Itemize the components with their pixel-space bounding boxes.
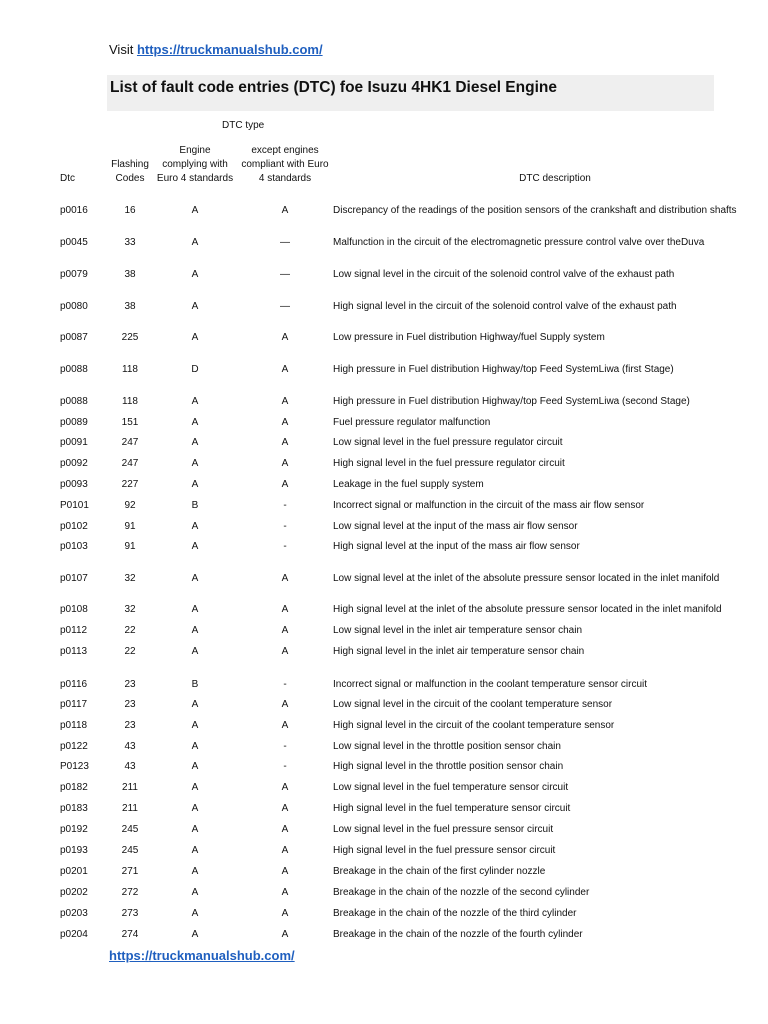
euro4-type: A [191, 625, 199, 636]
dtc-code: p0103 [60, 541, 88, 552]
except-euro4-type: A [281, 573, 289, 584]
dtc-description: Low signal level in the fuel pressure regulator circuit [333, 437, 563, 448]
flashing-code: 91 [124, 541, 136, 552]
except-euro4-type: A [281, 908, 289, 919]
dtc-description: Low signal level at the input of the mass air flow sensor [333, 521, 578, 532]
except-euro4-type: A [281, 929, 289, 940]
euro4-type: A [191, 573, 199, 584]
flashing-code: 227 [121, 479, 139, 490]
dtc-code: p0079 [60, 269, 88, 280]
visit-line [109, 42, 323, 57]
except-euro4-type: A [281, 824, 289, 835]
except-euro4-type: A [281, 782, 289, 793]
euro4-type: A [191, 761, 199, 772]
dtc-description: Low signal level in the fuel pressure sensor circuit [333, 824, 554, 835]
flashing-code: 118 [122, 364, 138, 375]
col-header-description: DTC description [519, 173, 591, 184]
flashing-code: 22 [124, 646, 136, 657]
euro4-type: A [191, 521, 199, 532]
except-euro4-type: - [283, 761, 287, 772]
flashing-code: 271 [121, 866, 139, 877]
dtc-description: Incorrect signal or malfunction in the coolant temperature sensor circuit [333, 679, 648, 690]
euro4-type: A [191, 887, 199, 898]
table-row [0, 541, 768, 557]
euro4-type: A [191, 646, 199, 657]
dtc-description: High signal level in the circuit of the solenoid control valve of the exhaust path [333, 301, 677, 312]
dtc-description: Breakage in the chain of the nozzle of the second cylinder [333, 887, 590, 898]
flashing-code: 225 [121, 332, 139, 343]
dtc-description: Leakage in the fuel supply system [333, 479, 484, 490]
euro4-type: A [191, 699, 199, 710]
col-header-euro4: Engine complying with Euro 4 standards [156, 145, 234, 184]
table-row [0, 205, 768, 221]
table-row [0, 364, 768, 380]
flashing-code: 23 [124, 699, 136, 710]
except-euro4-type: A [281, 205, 289, 216]
except-euro4-type: A [281, 887, 289, 898]
dtc-description: Low signal level in the inlet air temperature sensor chain [333, 625, 583, 636]
table-row [0, 437, 768, 453]
flashing-code: 211 [122, 803, 138, 814]
dtc-code: p0117 [60, 699, 88, 710]
table-row [0, 458, 768, 474]
except-euro4-type: A [281, 479, 289, 490]
title-band [107, 75, 714, 111]
visit-label: Visit [109, 42, 134, 57]
euro4-type: A [191, 782, 199, 793]
table-row [0, 699, 768, 715]
dtc-code: p0102 [60, 521, 88, 532]
flashing-code: 118 [122, 396, 138, 407]
dtc-type-header: DTC type [222, 120, 265, 131]
flashing-code: 32 [124, 573, 136, 584]
dtc-code: p0204 [60, 929, 88, 940]
footer-link[interactable]: https://truckmanualshub.com/ [109, 948, 295, 963]
euro4-type: B [191, 500, 199, 511]
flashing-code: 245 [121, 824, 139, 835]
euro4-type: A [191, 541, 199, 552]
dtc-description: Low pressure in Fuel distribution Highway/fuel Supply system [333, 332, 605, 343]
euro4-type: A [191, 205, 199, 216]
flashing-code: 92 [124, 500, 136, 511]
except-euro4-type: - [283, 541, 287, 552]
dtc-description: Low signal level in the circuit of the solenoid control valve of the exhaust path [333, 269, 675, 280]
dtc-description: High signal level in the fuel temperature sensor circuit [333, 803, 571, 814]
except-euro4-type: - [283, 521, 287, 532]
flashing-code: 43 [124, 741, 136, 752]
dtc-description: High signal level in the throttle position sensor chain [333, 761, 564, 772]
dtc-code: p0182 [60, 782, 88, 793]
except-euro4-type: A [281, 845, 289, 856]
dtc-code: p0112 [60, 625, 88, 636]
except-euro4-type: A [281, 866, 289, 877]
table-row [0, 845, 768, 861]
dtc-description: High signal level at the input of the mass air flow sensor [333, 541, 580, 552]
dtc-code: p0183 [60, 803, 88, 814]
except-euro4-type: A [281, 604, 289, 615]
euro4-type: A [191, 929, 199, 940]
euro4-type: A [191, 845, 199, 856]
dtc-description: High signal level in the circuit of the coolant temperature sensor [333, 720, 615, 731]
euro4-type: A [191, 866, 199, 877]
except-euro4-type: A [281, 364, 289, 375]
table-row [0, 604, 768, 620]
flashing-code: 23 [124, 679, 136, 690]
except-euro4-type: A [281, 803, 289, 814]
flashing-code: 38 [124, 301, 136, 312]
except-euro4-type: A [281, 458, 289, 469]
except-euro4-type: A [281, 720, 289, 731]
table-row [0, 301, 768, 317]
table-row [0, 625, 768, 641]
dtc-description: Breakage in the chain of the first cylinder nozzle [333, 866, 546, 877]
euro4-type: A [191, 301, 199, 312]
flashing-code: 16 [124, 205, 136, 216]
euro4-type: A [191, 720, 199, 731]
flashing-code: 274 [121, 929, 139, 940]
dtc-code: p0091 [60, 437, 88, 448]
dtc-description: High signal level in the fuel pressure sensor circuit [333, 845, 556, 856]
dtc-description: High signal level at the inlet of the absolute pressure sensor located in the inlet manifold [333, 604, 722, 615]
table-row [0, 866, 768, 882]
except-euro4-type: - [283, 741, 287, 752]
dtc-description: High pressure in Fuel distribution Highway/top Feed SystemLiwa (first Stage) [333, 364, 674, 375]
flashing-code: 272 [121, 887, 139, 898]
table-row [0, 573, 768, 589]
dtc-code: p0113 [60, 646, 88, 657]
dtc-code: p0108 [60, 604, 88, 615]
dtc-description: Breakage in the chain of the nozzle of the fourth cylinder [333, 929, 583, 940]
flashing-code: 247 [121, 437, 139, 448]
dtc-code: p0092 [60, 458, 88, 469]
dtc-code: p0080 [60, 301, 88, 312]
table-row [0, 741, 768, 757]
dtc-description: Fuel pressure regulator malfunction [333, 417, 491, 428]
euro4-type: A [191, 458, 199, 469]
flashing-code: 38 [124, 269, 136, 280]
flashing-code: 273 [121, 908, 139, 919]
dtc-code: p0088 [60, 364, 88, 375]
dtc-description: High signal level in the inlet air temperature sensor chain [333, 646, 585, 657]
flashing-code: 33 [124, 237, 136, 248]
except-euro4-type: A [281, 437, 289, 448]
except-euro4-type: — [280, 301, 290, 312]
dtc-code: p0202 [60, 887, 88, 898]
euro4-type: D [191, 364, 199, 375]
table-row [0, 929, 768, 945]
dtc-code: p0201 [60, 866, 88, 877]
except-euro4-type: — [280, 237, 290, 248]
dtc-code: P0101 [60, 500, 89, 511]
table-row [0, 679, 768, 695]
flashing-code: 91 [124, 521, 136, 532]
dtc-description: Low signal level in the throttle position sensor chain [333, 741, 561, 752]
site-link[interactable]: https://truckmanualshub.com/ [136, 42, 323, 57]
dtc-code: p0116 [60, 679, 88, 690]
except-euro4-type: - [283, 500, 287, 511]
table-row [0, 479, 768, 495]
except-euro4-type: A [281, 625, 289, 636]
except-euro4-type: A [281, 332, 289, 343]
flashing-code: 32 [124, 604, 136, 615]
flashing-code: 151 [121, 417, 139, 428]
euro4-type: A [191, 332, 199, 343]
dtc-code: p0193 [60, 845, 88, 856]
dtc-description: Low signal level at the inlet of the absolute pressure sensor located in the inlet manifold [333, 573, 720, 584]
flashing-code: 23 [124, 720, 136, 731]
table-row [0, 396, 768, 412]
dtc-description: Breakage in the chain of the nozzle of the third cylinder [333, 908, 577, 919]
footer [109, 948, 295, 963]
except-euro4-type: A [281, 646, 289, 657]
dtc-code: p0016 [60, 205, 88, 216]
dtc-code: p0122 [60, 741, 88, 752]
dtc-code: p0093 [60, 479, 88, 490]
euro4-type: A [191, 237, 199, 248]
table-row [0, 887, 768, 903]
except-euro4-type: — [280, 269, 290, 280]
dtc-description: Discrepancy of the readings of the position sensors of the crankshaft and distribution shafts [333, 205, 737, 216]
dtc-description: High signal level in the fuel pressure regulator circuit [333, 458, 565, 469]
col-header-flashing: Flashing Codes [111, 159, 149, 184]
euro4-type: A [191, 479, 199, 490]
flashing-code: 43 [124, 761, 136, 772]
euro4-type: A [191, 604, 199, 615]
euro4-type: A [191, 396, 199, 407]
flashing-code: 245 [121, 845, 139, 856]
dtc-code: p0192 [60, 824, 88, 835]
table-row [0, 908, 768, 924]
dtc-description: High pressure in Fuel distribution Highway/top Feed SystemLiwa (second Stage) [333, 396, 690, 407]
dtc-code: p0089 [60, 417, 88, 428]
except-euro4-type: A [281, 396, 289, 407]
euro4-type: A [191, 741, 199, 752]
dtc-code: p0118 [60, 720, 88, 731]
euro4-type: A [191, 437, 199, 448]
dtc-code: p0087 [60, 332, 88, 343]
table-row [0, 237, 768, 253]
dtc-code: p0088 [60, 396, 88, 407]
flashing-code: 22 [124, 625, 136, 636]
table-row [0, 500, 768, 516]
flashing-code: 211 [122, 782, 138, 793]
flashing-code: 247 [121, 458, 139, 469]
except-euro4-type: A [281, 417, 289, 428]
table-row [0, 761, 768, 777]
table-row [0, 269, 768, 285]
euro4-type: A [191, 803, 199, 814]
table-row [0, 646, 768, 662]
page-title: List of fault code entries (DTC) foe Isuzu 4HK1 Diesel Engine [110, 79, 557, 96]
table-row [0, 417, 768, 433]
table-row [0, 824, 768, 840]
euro4-type: A [191, 417, 199, 428]
dtc-code: p0107 [60, 573, 88, 584]
euro4-type: B [191, 679, 199, 690]
dtc-description: Low signal level in the circuit of the coolant temperature sensor [333, 699, 613, 710]
euro4-type: A [191, 269, 199, 280]
table-row [0, 332, 768, 348]
euro4-type: A [191, 908, 199, 919]
table-row [0, 782, 768, 798]
table-row [0, 803, 768, 819]
dtc-description: Low signal level in the fuel temperature sensor circuit [333, 782, 569, 793]
dtc-description: Malfunction in the circuit of the electromagnetic pressure control valve over theDuva [333, 237, 705, 248]
dtc-code: p0203 [60, 908, 88, 919]
table-row [0, 521, 768, 537]
table-row [0, 720, 768, 736]
col-header-dtc: Dtc [60, 173, 75, 184]
euro4-type: A [191, 824, 199, 835]
dtc-code: P0123 [60, 761, 89, 772]
except-euro4-type: - [283, 679, 287, 690]
except-euro4-type: A [281, 699, 289, 710]
dtc-code: p0045 [60, 237, 88, 248]
col-header-except: except engines compliant with Euro 4 standards [241, 145, 329, 184]
dtc-description: Incorrect signal or malfunction in the circuit of the mass air flow sensor [333, 500, 645, 511]
